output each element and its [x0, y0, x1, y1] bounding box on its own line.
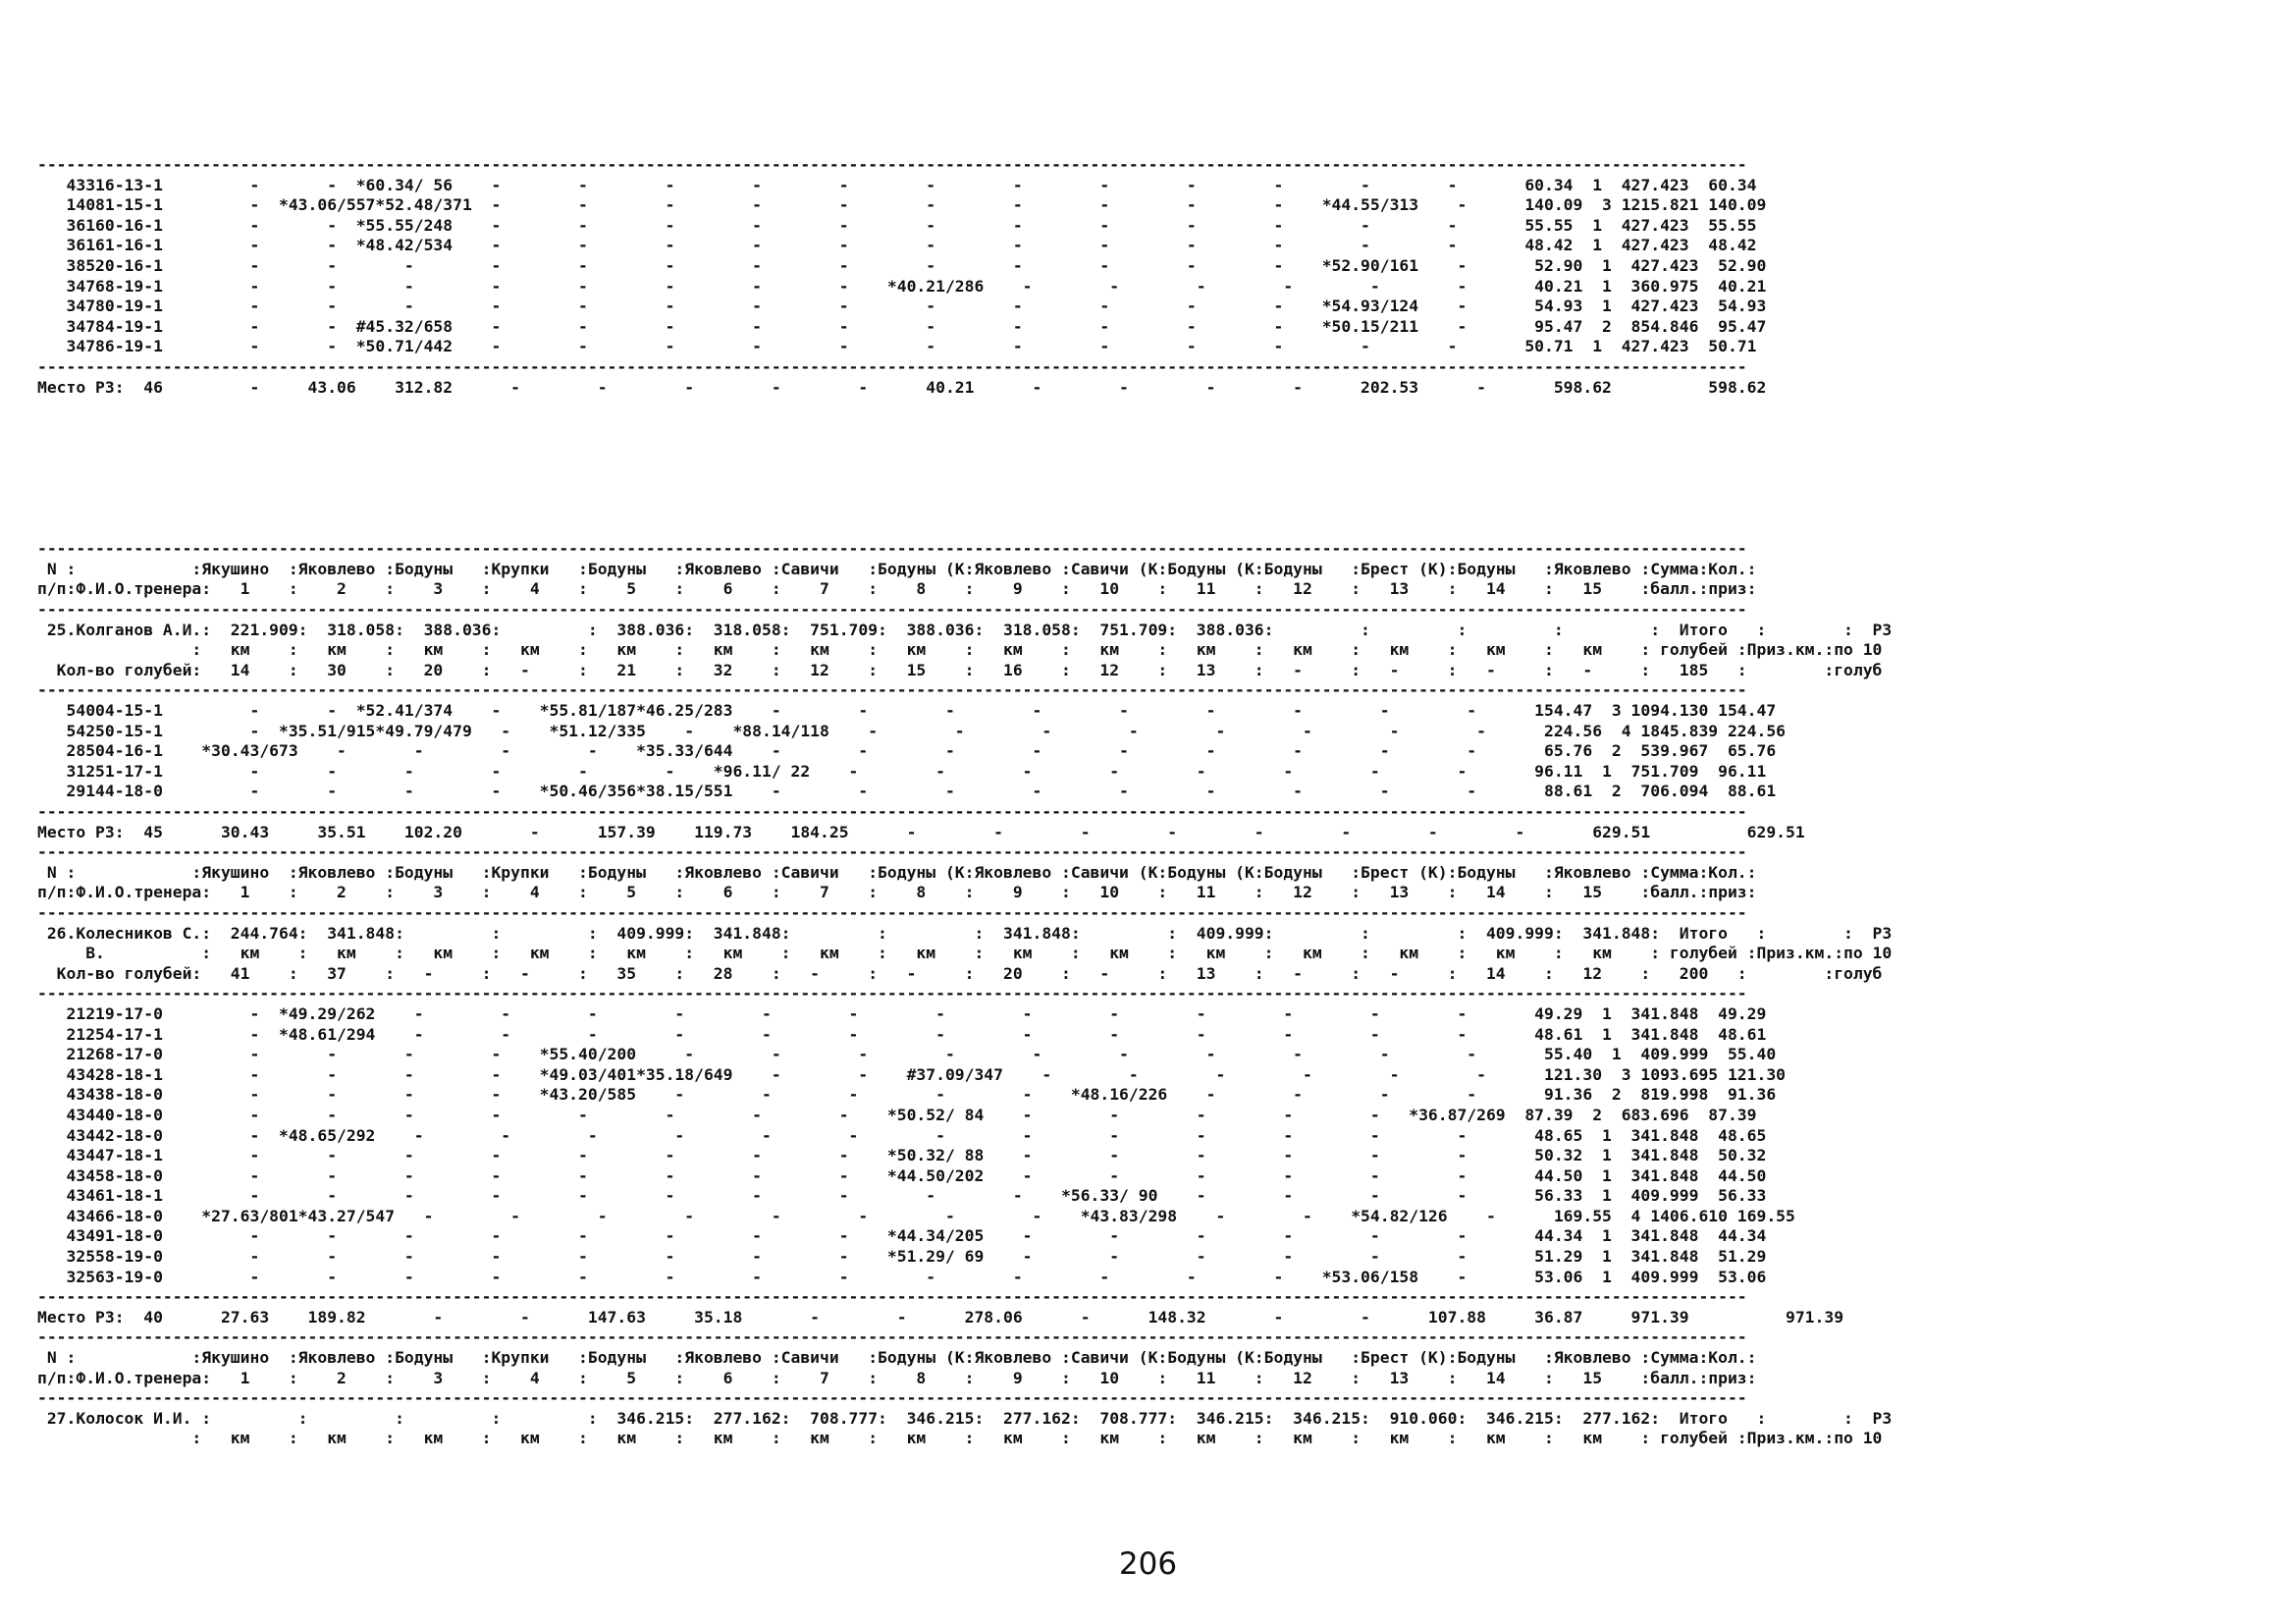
report-line: Место РЗ: 45 30.43 35.51 102.20 - 157.39 119.73 184.25 - - - - - - - - 629.51 629.51	[37, 822, 1805, 841]
report-line: Кол-во голубей: 14 : 30 : 20 : - : 21 : 32 : 12 : 15 : 16 : 12 : 13 : - : - : - : - : 185 : :голуб	[37, 660, 1883, 679]
report-line: 43438-18-0 - - - - *43.20/585 - - - - - *48.16/226 - - - - 91.36 2 819.998 91.36	[37, 1085, 1777, 1105]
report-line: Место РЗ: 46 - 43.06 312.82 - - - - - 40.21 - - - - 202.53 - 598.62 598.62	[37, 377, 1767, 397]
report-line	[37, 438, 2158, 459]
report-line: 36160-16-1 - - *55.55/248 - - - - - - - - - - - - 55.55 1 427.423 55.55	[37, 215, 1757, 235]
rule-line: ---------------------------------------------------------------------------------------------------------------------------------------------------------------------------------	[37, 539, 1747, 559]
report-line: 36161-16-1 - - *48.42/534 - - - - - - - - - - - - 48.42 1 427.423 48.42	[37, 236, 1757, 255]
rule-line: ---------------------------------------------------------------------------------------------------------------------------------------------------------------------------------	[37, 1388, 1747, 1408]
report-line: 14081-15-1 - *43.06/557*52.48/371 - - - - - - - - - - *44.55/313 - 140.09 3 1215.821 140.09	[37, 195, 1767, 215]
report-line: 43491-18-0 - - - - - - - - *44.34/205 - - - - - - 44.34 1 341.848 44.34	[37, 1226, 1767, 1246]
report-line: N : :Якушино :Яковлево :Бодуны :Крупки :Бодуны :Яковлево :Савичи :Бодуны (К:Яковлево :Савичи (К:Бодуны (К:Бодуны :Брест (К):Бодуны :Яковлево :Сумма:Кол.:	[37, 1348, 1757, 1368]
rule-line: ---------------------------------------------------------------------------------------------------------------------------------------------------------------------------------	[37, 1287, 1747, 1307]
report-line: 43442-18-0 - *48.65/292 - - - - - - - - - - - - - 48.65 1 341.848 48.65	[37, 1125, 1767, 1145]
report-line: 38520-16-1 - - - - - - - - - - - - - *52.90/161 - 52.90 1 427.423 52.90	[37, 255, 1767, 275]
rule-line: ---------------------------------------------------------------------------------------------------------------------------------------------------------------------------------	[37, 1327, 1747, 1347]
rule-line: ---------------------------------------------------------------------------------------------------------------------------------------------------------------------------------	[37, 680, 1747, 700]
report-line	[37, 479, 2158, 500]
report-line: 29144-18-0 - - - - *50.46/356*38.15/551 - - - - - - - - - 88.61 2 706.094 88.61	[37, 782, 1777, 801]
report-line: : км : км : км : км : км : км : км : км : км : км : км : км : км : км : км : голубей :Приз.км.:по 10	[37, 1429, 1883, 1448]
report-line: 43440-18-0 - - - - - - - - *50.52/ 84 - - - - - *36.87/269 87.39 2 683.696 87.39	[37, 1105, 1757, 1124]
rule-line: ---------------------------------------------------------------------------------------------------------------------------------------------------------------------------------	[37, 155, 1747, 174]
report-line: 25.Колганов А.И.: 221.909: 318.058: 388.036: : 388.036: 318.058: 751.709: 388.036: 318.058: 751.709: 388.036: : : : : Итого : : РЗ	[37, 620, 1893, 639]
report-line: 34768-19-1 - - - - - - - - *40.21/286 - - - - - - 40.21 1 360.975 40.21	[37, 276, 1767, 296]
report-line: 34780-19-1 - - - - - - - - - - - - - *54.93/124 - 54.93 1 427.423 54.93	[37, 297, 1767, 316]
rule-line: ---------------------------------------------------------------------------------------------------------------------------------------------------------------------------------	[37, 600, 1747, 620]
report-line: Кол-во голубей: 41 : 37 : - : - : 35 : 28 : - : - : 20 : - : 13 : - : - : 14 : 12 : 200 : :голуб	[37, 963, 1883, 983]
rule-line: ---------------------------------------------------------------------------------------------------------------------------------------------------------------------------------	[37, 802, 1747, 821]
report-line: 32558-19-0 - - - - - - - - *51.29/ 69 - - - - - - 51.29 1 341.848 51.29	[37, 1247, 1767, 1267]
rule-line: ---------------------------------------------------------------------------------------------------------------------------------------------------------------------------------	[37, 842, 1747, 862]
results-report	[37, 155, 2158, 1449]
report-line: 54250-15-1 - *35.51/915*49.79/479 - *51.12/335 - *88.14/118 - - - - - - - - 224.56 4 1845.839 224.56	[37, 721, 1786, 740]
report-line: 43447-18-1 - - - - - - - - *50.32/ 88 - - - - - - 50.32 1 341.848 50.32	[37, 1146, 1767, 1165]
report-line: п/п:Ф.И.О.тренера: 1 : 2 : 3 : 4 : 5 : 6 : 7 : 8 : 9 : 10 : 11 : 12 : 13 : 14 : 15 :балл.:приз:	[37, 1368, 1757, 1387]
report-line: 34784-19-1 - - #45.32/658 - - - - - - - - - - *50.15/211 - 95.47 2 854.846 95.47	[37, 316, 1767, 336]
report-line: 21268-17-0 - - - - *55.40/200 - - - - - - - - - - 55.40 1 409.999 55.40	[37, 1045, 1777, 1064]
rule-line: ---------------------------------------------------------------------------------------------------------------------------------------------------------------------------------	[37, 902, 1747, 922]
report-line: 43466-18-0 *27.63/801*43.27/547 - - - - - - - - *43.83/298 - - *54.82/126 - 169.55 4 1406.610 169.55	[37, 1206, 1795, 1225]
report-line: N : :Якушино :Яковлево :Бодуны :Крупки :Бодуны :Яковлево :Савичи :Бодуны (К:Яковлево :Савичи (К:Бодуны (К:Бодуны :Брест (К):Бодуны :Яковлево :Сумма:Кол.:	[37, 559, 1757, 578]
report-line: 43428-18-1 - - - - *49.03/401*35.18/649 - - #37.09/347 - - - - - - 121.30 3 1093.695 121.30	[37, 1064, 1786, 1084]
report-line: N : :Якушино :Яковлево :Бодуны :Крупки :Бодуны :Яковлево :Савичи :Бодуны (К:Яковлево :Савичи (К:Бодуны (К:Бодуны :Брест (К):Бодуны :Яковлево :Сумма:Кол.:	[37, 862, 1757, 882]
report-line: В. : км : км : км : км : км : км : км : км : км : км : км : км : км : км : км : голубей :Приз.км.:по 10	[37, 944, 1893, 963]
rule-line: ---------------------------------------------------------------------------------------------------------------------------------------------------------------------------------	[37, 356, 1747, 376]
report-line: 43316-13-1 - - *60.34/ 56 - - - - - - - - - - - - 60.34 1 427.423 60.34	[37, 175, 1757, 194]
rule-line: ---------------------------------------------------------------------------------------------------------------------------------------------------------------------------------	[37, 984, 1747, 1003]
report-line: п/п:Ф.И.О.тренера: 1 : 2 : 3 : 4 : 5 : 6 : 7 : 8 : 9 : 10 : 11 : 12 : 13 : 14 : 15 :балл.:приз:	[37, 579, 1757, 599]
report-line: 34786-19-1 - - *50.71/442 - - - - - - - - - - - - 50.71 1 427.423 50.71	[37, 337, 1757, 356]
report-line: 31251-17-1 - - - - - - *96.11/ 22 - - - - - - - - 96.11 1 751.709 96.11	[37, 761, 1767, 781]
report-line	[37, 499, 2158, 519]
report-line	[37, 398, 2158, 418]
report-line: 21254-17-1 - *48.61/294 - - - - - - - - - - - - - 48.61 1 341.848 48.61	[37, 1024, 1767, 1044]
report-line: 21219-17-0 - *49.29/262 - - - - - - - - - - - - - 49.29 1 341.848 49.29	[37, 1003, 1767, 1023]
report-line: 43458-18-0 - - - - - - - - *44.50/202 - - - - - - 44.50 1 341.848 44.50	[37, 1165, 1767, 1185]
report-line: 32563-19-0 - - - - - - - - - - - - - *53.06/158 - 53.06 1 409.999 53.06	[37, 1267, 1767, 1286]
report-line	[37, 459, 2158, 479]
report-line: 27.Колосок И.И. : : : : : 346.215: 277.162: 708.777: 346.215: 277.162: 708.777: 346.215: 346.215: 910.060: 346.215: 277.162: Итого : : РЗ	[37, 1408, 1893, 1428]
report-line: 54004-15-1 - - *52.41/374 - *55.81/187*46.25/283 - - - - - - - - - 154.47 3 1094.130 154.47	[37, 701, 1777, 721]
report-line	[37, 519, 2158, 540]
report-line: 26.Колесников С.: 244.764: 341.848: : : 409.999: 341.848: : : 341.848: : 409.999: : : 409.999: 341.848: Итого : : РЗ	[37, 923, 1893, 943]
report-line: 28504-16-1 *30.43/673 - - - - *35.33/644 - - - - - - - - - 65.76 2 539.967 65.76	[37, 741, 1777, 761]
report-line: 43461-18-1 - - - - - - - - - - *56.33/ 90 - - - - 56.33 1 409.999 56.33	[37, 1186, 1767, 1206]
report-line: п/п:Ф.И.О.тренера: 1 : 2 : 3 : 4 : 5 : 6 : 7 : 8 : 9 : 10 : 11 : 12 : 13 : 14 : 15 :балл.:приз:	[37, 883, 1757, 902]
report-line	[37, 418, 2158, 439]
page-number: 206	[1118, 1546, 1178, 1582]
report-line: Место РЗ: 40 27.63 189.82 - - 147.63 35.18 - - 278.06 - 148.32 - - 107.88 36.87 971.39 971.39	[37, 1307, 1844, 1326]
report-line: : км : км : км : км : км : км : км : км : км : км : км : км : км : км : км : голубей :Приз.км.:по 10	[37, 640, 1883, 660]
